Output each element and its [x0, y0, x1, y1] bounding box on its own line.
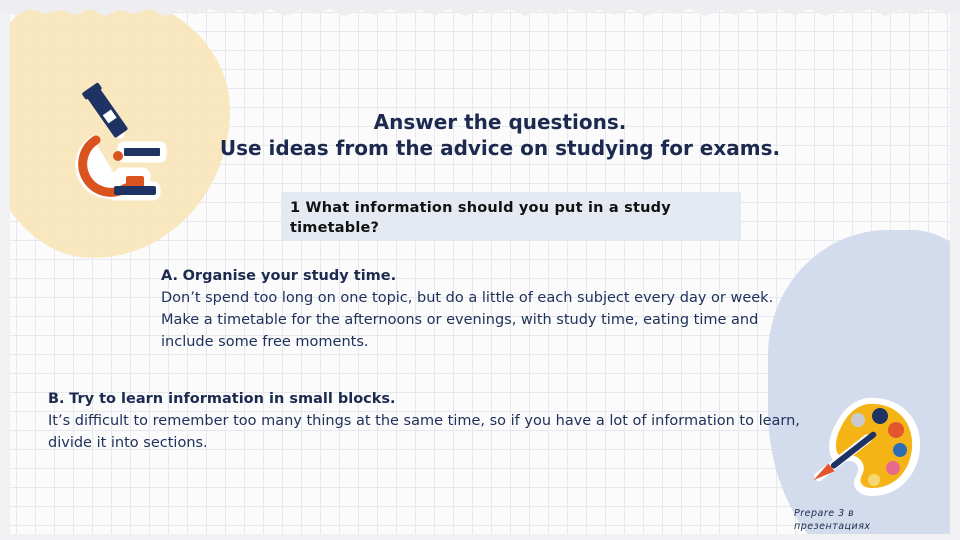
- advice-body-b: It’s difficult to remember too many things at the same time, so if you have a lot of information to learn, divide it into sections.: [48, 413, 800, 451]
- advice-title-b: Try to learn information in small blocks.: [69, 391, 396, 407]
- advice-body-a: Don’t spend too long on one topic, but do a little of each subject every day or week. Make a timetable for the afternoons or evenings, with study time, eating time and include some free moments.: [161, 290, 774, 350]
- footer-note: Prepare 3 в презентациях: [794, 508, 871, 532]
- advice-heading-b: [48, 388, 848, 410]
- advice-block-b: [48, 388, 848, 454]
- torn-edge-decoration: [0, 0, 960, 24]
- question-box: [281, 192, 741, 240]
- slide-title-line-2: Use ideas from the advice on studying for exams.: [219, 136, 781, 160]
- slide-title-line-1: Answer the questions.: [373, 110, 627, 134]
- advice-block-a: [161, 265, 811, 353]
- advice-heading-a: [161, 265, 811, 287]
- question-text: 1 What information should you put in a study timetable?: [290, 200, 671, 236]
- advice-letter-a: A.: [161, 268, 178, 284]
- advice-title-a: Organise your study time.: [182, 268, 397, 284]
- advice-letter-b: B.: [48, 391, 65, 407]
